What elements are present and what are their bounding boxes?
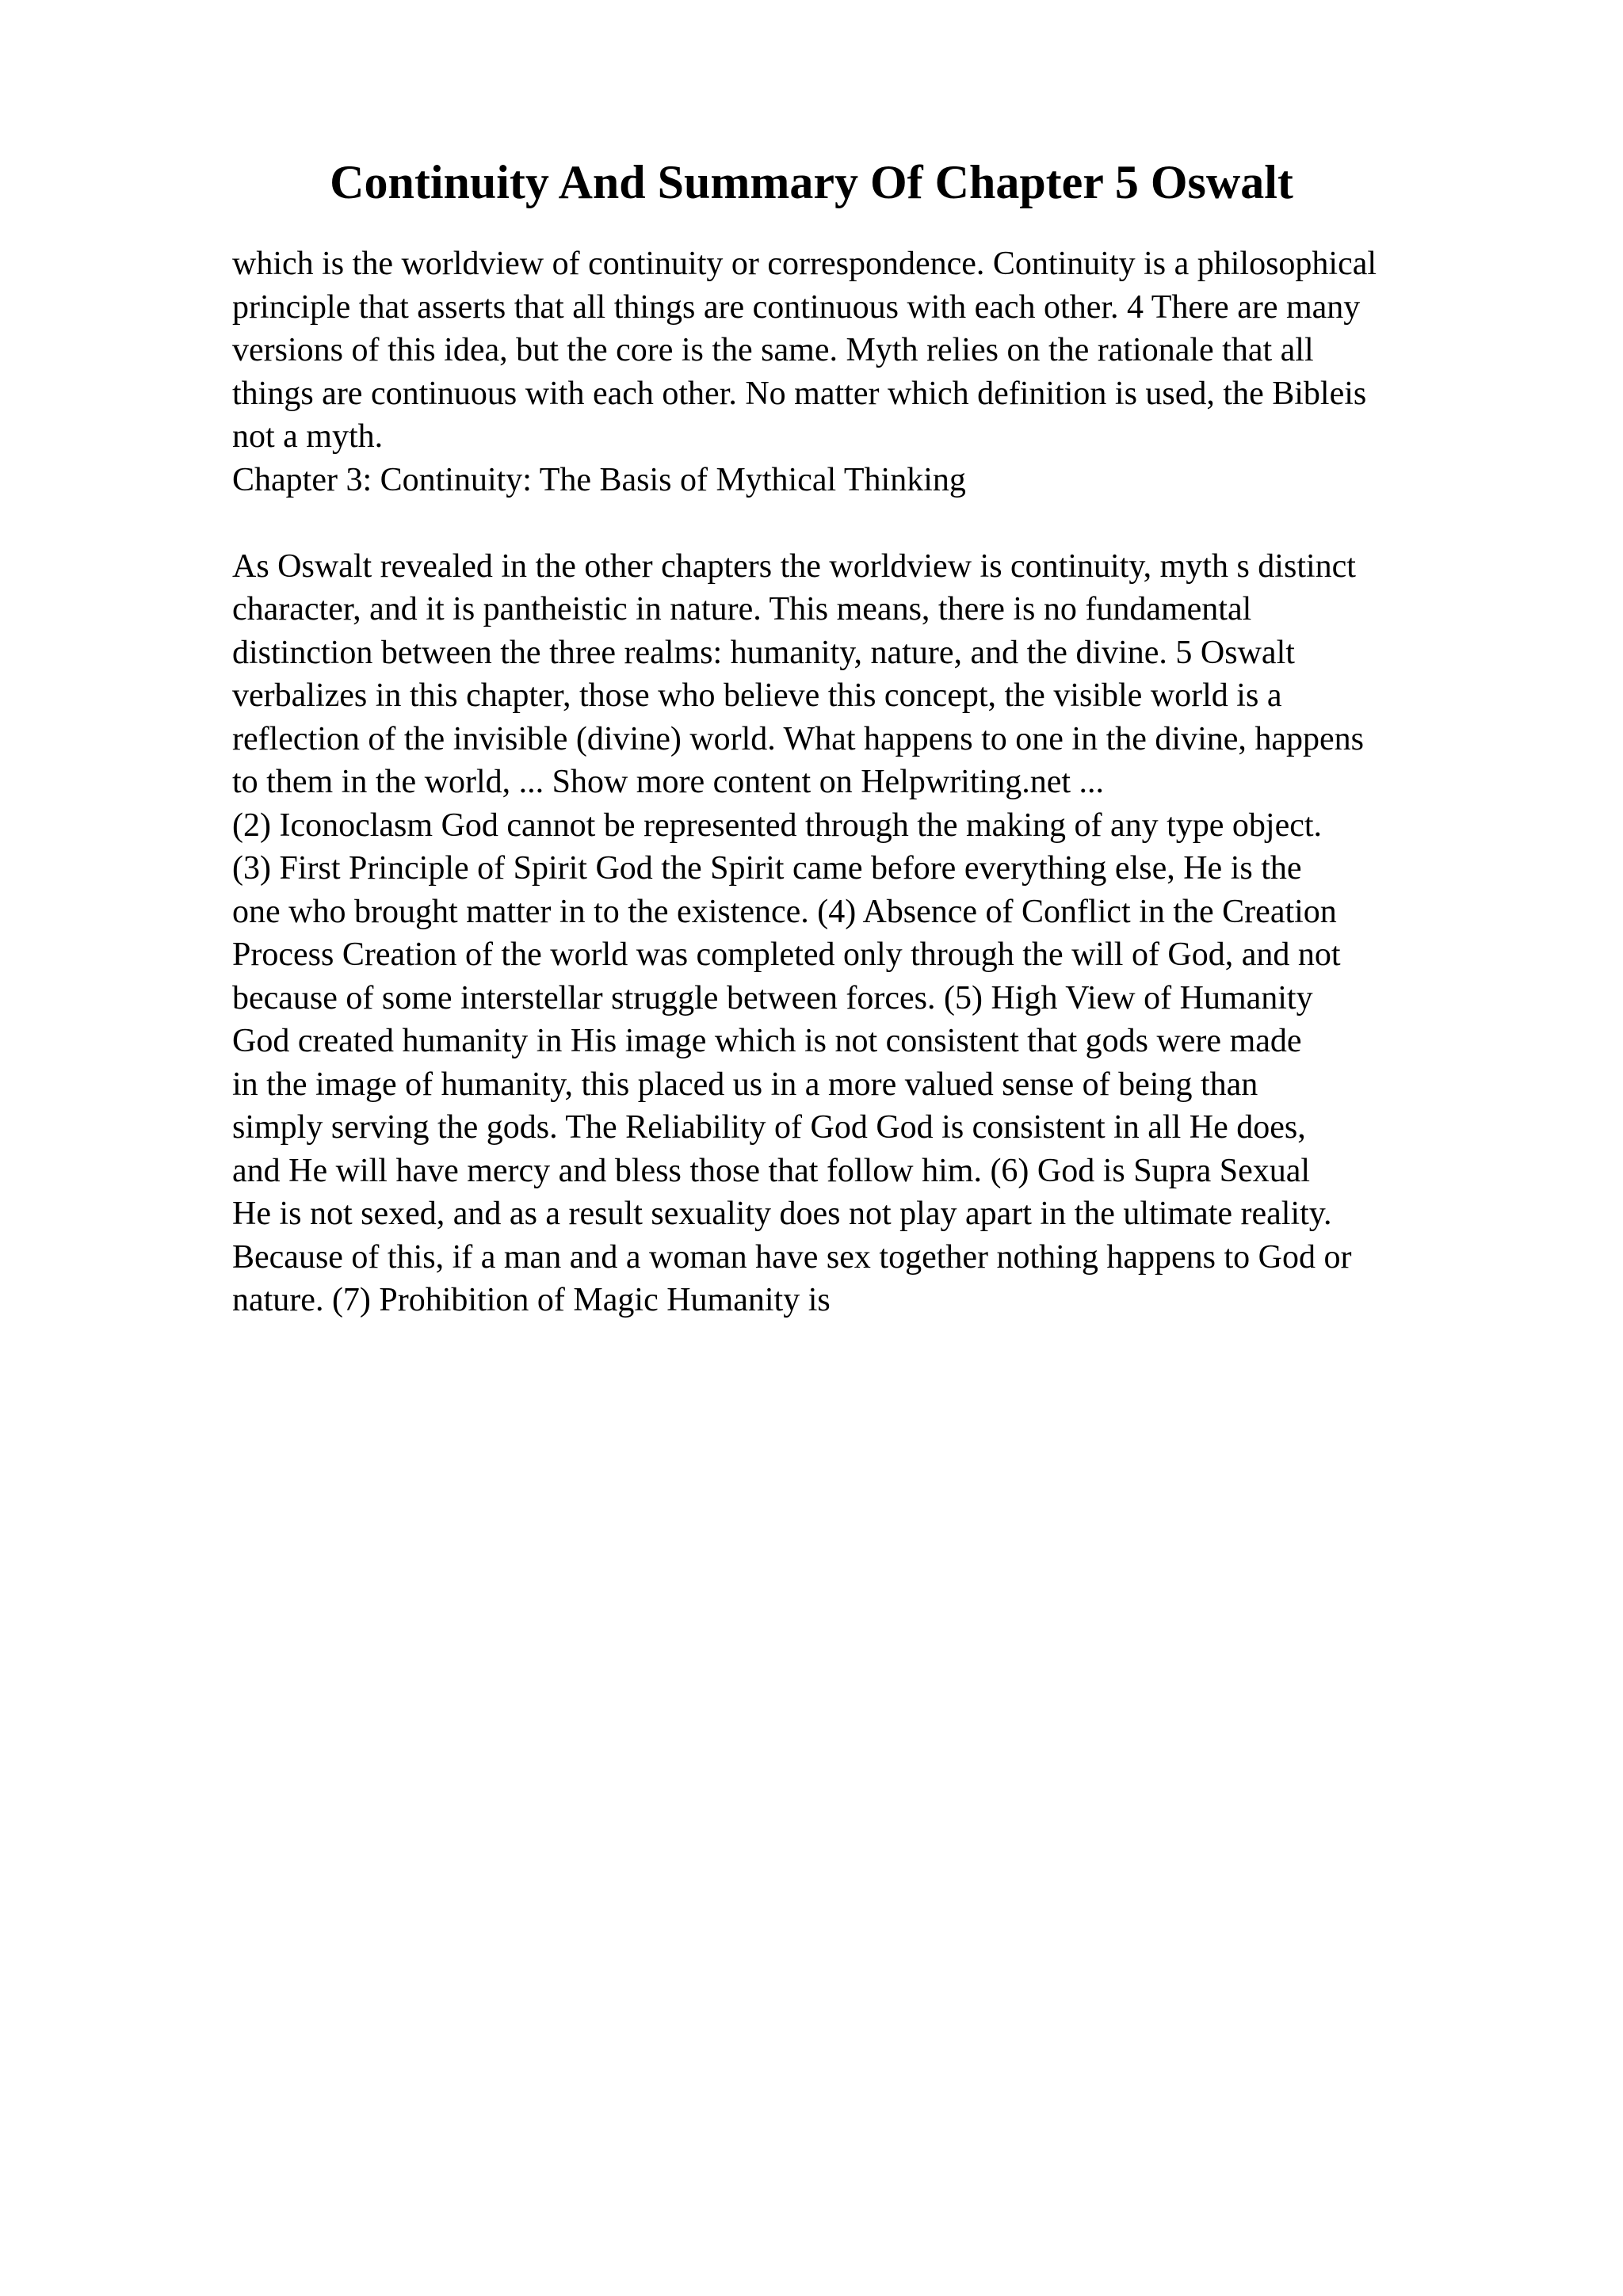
text-line: not a myth. <box>232 418 384 455</box>
text-line: and He will have mercy and bless those that follow him. (6) God is Supra Sexual <box>232 1152 1311 1189</box>
chapter-heading-line: Chapter 3: Continuity: The Basis of Mythical Thinking <box>232 461 966 498</box>
text-line: nature. (7) Prohibition of Magic Humanity is <box>232 1282 831 1318</box>
text-line: principle that asserts that all things are continuous with each other. 4 There are many <box>232 288 1361 326</box>
text-line: in the image of humanity, this placed us in a more valued sense of being than <box>232 1066 1258 1103</box>
text-line: God created humanity in His image which is not consistent that gods were made <box>232 1023 1302 1059</box>
text-line: one who brought matter in to the existence. (4) Absence of Conflict in the Creation <box>232 893 1337 930</box>
text-line: to them in the world, ... Show more content on Helpwriting.net ... <box>232 764 1104 800</box>
text-line: verbalizes in this chapter, those who believe this concept, the visible world is a <box>232 677 1282 714</box>
text-line: As Oswalt revealed in the other chapters the worldview is continuity, myth s distinct <box>232 547 1356 585</box>
text-line: versions of this idea, but the core is the same. Myth relies on the rationale that all <box>232 332 1314 368</box>
document-body <box>232 242 1516 1322</box>
text-line: He is not sexed, and as a result sexuality does not play apart in the ultimate reality. <box>232 1196 1332 1232</box>
paragraph-spacer <box>232 502 1516 545</box>
text-line: Process Creation of the world was completed only through the will of God, and not <box>232 936 1341 973</box>
text-line: things are continuous with each other. No matter which definition is used, the Bibleis <box>232 375 1367 412</box>
text-line: reflection of the invisible (divine) world. What happens to one in the divine, happens <box>232 720 1365 757</box>
text-line: character, and it is pantheistic in nature. This means, there is no fundamental <box>232 591 1252 627</box>
document-title: Continuity And Summary Of Chapter 5 Oswalt <box>330 156 1293 208</box>
text-line: because of some interstellar struggle between forces. (5) High View of Humanity <box>232 979 1313 1016</box>
text-line: Because of this, if a man and a woman have sex together nothing happens to God or <box>232 1238 1352 1276</box>
text-line: (3) First Principle of Spirit God the Spirit came before everything else, He is the <box>232 850 1302 887</box>
text-line: which is the worldview of continuity or correspondence. Continuity is a philosophical <box>232 246 1377 282</box>
text-line: (2) Iconoclasm God cannot be represented through the making of any type object. <box>232 807 1323 844</box>
paragraph-2 <box>232 545 1516 1322</box>
text-line: distinction between the three realms: humanity, nature, and the divine. 5 Oswalt <box>232 634 1295 671</box>
text-line: simply serving the gods. The Reliability of God God is consistent in all He does, <box>232 1109 1306 1146</box>
paragraph-1 <box>232 242 1516 502</box>
